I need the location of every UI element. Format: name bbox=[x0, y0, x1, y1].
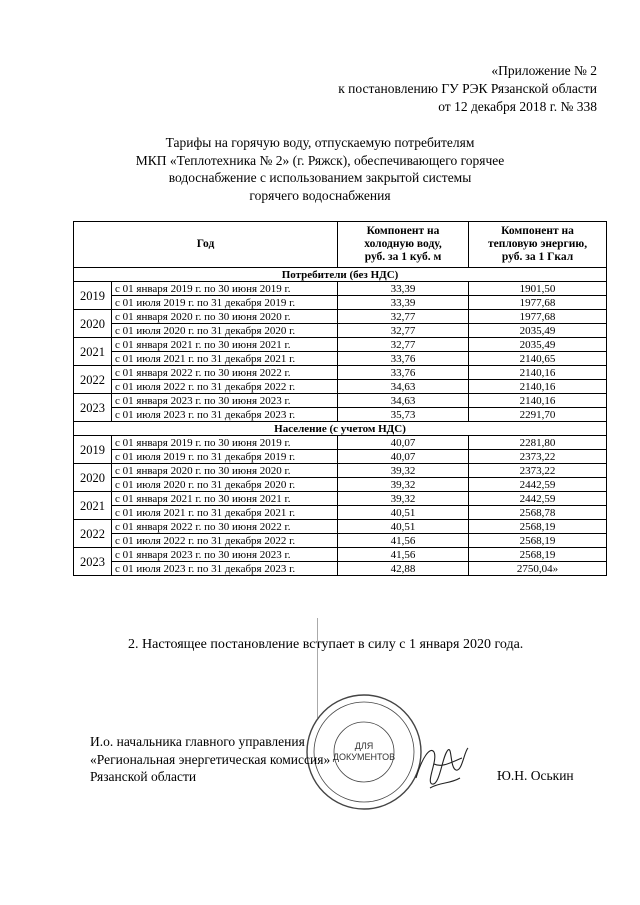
cold-water-value: 39,32 bbox=[338, 478, 469, 492]
heat-value: 2035,49 bbox=[469, 338, 607, 352]
cold-water-value: 34,63 bbox=[338, 380, 469, 394]
heat-value: 1901,50 bbox=[469, 282, 607, 296]
heat-value: 2140,65 bbox=[469, 352, 607, 366]
table-row bbox=[74, 506, 607, 520]
cold-water-value: 41,56 bbox=[338, 534, 469, 548]
table-header-row bbox=[74, 222, 607, 268]
heat-value: 2442,59 bbox=[469, 492, 607, 506]
table-row bbox=[74, 534, 607, 548]
period-cell: с 01 января 2022 г. по 30 июня 2022 г. bbox=[112, 520, 338, 534]
year-cell: 2023 bbox=[74, 548, 112, 576]
cold-water-value: 40,07 bbox=[338, 450, 469, 464]
table-row bbox=[74, 394, 607, 408]
appendix-header bbox=[267, 62, 597, 116]
appendix-line-1: «Приложение № 2 bbox=[491, 63, 597, 78]
table-row bbox=[74, 338, 607, 352]
period-cell: с 01 января 2023 г. по 30 июня 2023 г. bbox=[112, 394, 338, 408]
period-cell: с 01 июля 2019 г. по 31 декабря 2019 г. bbox=[112, 450, 338, 464]
table-row bbox=[74, 296, 607, 310]
period-cell: с 01 июля 2020 г. по 31 декабря 2020 г. bbox=[112, 478, 338, 492]
header-cold-water-line-3: руб. за 1 куб. м bbox=[364, 251, 442, 263]
table-row bbox=[74, 464, 607, 478]
table-row bbox=[74, 548, 607, 562]
table-row bbox=[74, 408, 607, 422]
table-row bbox=[74, 366, 607, 380]
cold-water-value: 34,63 bbox=[338, 394, 469, 408]
header-cold-water-line-2: холодную воду, bbox=[364, 238, 442, 250]
signature-line-3: Рязанской области bbox=[90, 769, 197, 784]
table-row bbox=[74, 352, 607, 366]
table-row bbox=[74, 478, 607, 492]
header-cold-water bbox=[338, 222, 469, 268]
year-cell: 2023 bbox=[74, 394, 112, 422]
year-cell: 2021 bbox=[74, 338, 112, 366]
cold-water-value: 40,51 bbox=[338, 520, 469, 534]
tariff-table bbox=[73, 221, 607, 576]
cold-water-value: 32,77 bbox=[338, 338, 469, 352]
year-cell: 2022 bbox=[74, 366, 112, 394]
table-row bbox=[74, 492, 607, 506]
heat-value: 2373,22 bbox=[469, 450, 607, 464]
year-cell: 2022 bbox=[74, 520, 112, 548]
heat-value: 2140,16 bbox=[469, 380, 607, 394]
period-cell: с 01 января 2019 г. по 30 июня 2019 г. bbox=[112, 436, 338, 450]
header-cold-water-line-1: Компонент на bbox=[366, 225, 440, 237]
signer-name: Ю.Н. Оськин bbox=[497, 768, 574, 783]
cold-water-value: 39,32 bbox=[338, 492, 469, 506]
table-row bbox=[74, 436, 607, 450]
year-cell: 2020 bbox=[74, 310, 112, 338]
title-line-2: МКП «Теплотехника № 2» (г. Ряжск), обеспечивающего горячее bbox=[135, 152, 505, 168]
document-title bbox=[80, 134, 560, 204]
heat-value: 2568,19 bbox=[469, 534, 607, 548]
heat-value: 2442,59 bbox=[469, 478, 607, 492]
table-row bbox=[74, 380, 607, 394]
table-row bbox=[74, 310, 607, 324]
heat-value: 1977,68 bbox=[469, 310, 607, 324]
cold-water-value: 40,51 bbox=[338, 506, 469, 520]
heat-value: 2291,70 bbox=[469, 408, 607, 422]
cold-water-value: 40,07 bbox=[338, 436, 469, 450]
period-cell: с 01 июля 2023 г. по 31 декабря 2023 г. bbox=[112, 562, 338, 576]
signature-line-1: И.о. начальника главного управления bbox=[90, 734, 305, 749]
table-row bbox=[74, 520, 607, 534]
heat-value: 2568,19 bbox=[469, 520, 607, 534]
cold-water-value: 32,77 bbox=[338, 324, 469, 338]
title-line-1: Тарифы на горячую воду, отпускаемую потребителям bbox=[165, 135, 475, 150]
title-line-3: водоснабжение с использованием закрытой системы bbox=[168, 170, 472, 185]
title-line-4: горячего водоснабжения bbox=[249, 187, 391, 203]
appendix-line-2: к постановлению ГУ РЭК Рязанской области bbox=[338, 81, 597, 96]
signature-line-2: «Региональная энергетическая комиссия» bbox=[90, 751, 331, 767]
cold-water-value: 35,73 bbox=[338, 408, 469, 422]
effective-clause: 2. Настоящее постановление вступает в силу с 1 января 2020 года. bbox=[128, 637, 524, 652]
section-row-consumers bbox=[74, 268, 607, 282]
header-heat bbox=[469, 222, 607, 268]
period-cell: с 01 июля 2021 г. по 31 декабря 2021 г. bbox=[112, 506, 338, 520]
period-cell: с 01 июля 2023 г. по 31 декабря 2023 г. bbox=[112, 408, 338, 422]
appendix-line-3: от 12 декабря 2018 г. № 338 bbox=[438, 99, 597, 114]
section-label: Население (с учетом НДС) bbox=[74, 422, 607, 436]
table-row bbox=[74, 324, 607, 338]
section-label: Потребители (без НДС) bbox=[74, 268, 607, 282]
heat-value: 2373,22 bbox=[469, 464, 607, 478]
heat-value: 2035,49 bbox=[469, 324, 607, 338]
cold-water-value: 33,76 bbox=[338, 366, 469, 380]
cold-water-value: 41,56 bbox=[338, 548, 469, 562]
table-row bbox=[74, 562, 607, 576]
heat-value: 2140,16 bbox=[469, 366, 607, 380]
cold-water-value: 39,32 bbox=[338, 464, 469, 478]
period-cell: с 01 июля 2019 г. по 31 декабря 2019 г. bbox=[112, 296, 338, 310]
period-cell: с 01 января 2019 г. по 30 июня 2019 г. bbox=[112, 282, 338, 296]
table-row bbox=[74, 282, 607, 296]
section-row-population bbox=[74, 422, 607, 436]
period-cell: с 01 июля 2022 г. по 31 декабря 2022 г. bbox=[112, 534, 338, 548]
header-heat-line-1: Компонент на bbox=[501, 225, 574, 237]
header-heat-line-2: тепловую энергию, bbox=[487, 238, 588, 250]
year-cell: 2019 bbox=[74, 436, 112, 464]
period-cell: с 01 января 2021 г. по 30 июня 2021 г. bbox=[112, 338, 338, 352]
period-cell: с 01 января 2021 г. по 30 июня 2021 г. bbox=[112, 492, 338, 506]
period-cell: с 01 января 2022 г. по 30 июня 2022 г. bbox=[112, 366, 338, 380]
cold-water-value: 32,77 bbox=[338, 310, 469, 324]
stamp-text-line-2: ДОКУМЕНТОВ bbox=[332, 752, 396, 762]
heat-value: 1977,68 bbox=[469, 296, 607, 310]
heat-value: 2281,80 bbox=[469, 436, 607, 450]
header-year: Год bbox=[74, 222, 338, 268]
table-row bbox=[74, 450, 607, 464]
period-cell: с 01 июля 2021 г. по 31 декабря 2021 г. bbox=[112, 352, 338, 366]
year-cell: 2020 bbox=[74, 464, 112, 492]
period-cell: с 01 января 2020 г. по 30 июня 2020 г. bbox=[112, 464, 338, 478]
heat-value: 2568,19 bbox=[469, 548, 607, 562]
period-cell: с 01 июля 2020 г. по 31 декабря 2020 г. bbox=[112, 324, 338, 338]
cold-water-value: 42,88 bbox=[338, 562, 469, 576]
period-cell: с 01 января 2023 г. по 30 июня 2023 г. bbox=[112, 548, 338, 562]
cold-water-value: 33,76 bbox=[338, 352, 469, 366]
signature-block bbox=[90, 733, 330, 786]
cold-water-value: 33,39 bbox=[338, 282, 469, 296]
cold-water-value: 33,39 bbox=[338, 296, 469, 310]
header-heat-line-3: руб. за 1 Гкал bbox=[501, 251, 574, 263]
period-cell: с 01 июля 2022 г. по 31 декабря 2022 г. bbox=[112, 380, 338, 394]
period-cell: с 01 января 2020 г. по 30 июня 2020 г. bbox=[112, 310, 338, 324]
heat-value: 2750,04» bbox=[469, 562, 607, 576]
year-cell: 2019 bbox=[74, 282, 112, 310]
stamp-text-line-1: ДЛЯ bbox=[354, 741, 374, 751]
heat-value: 2140,16 bbox=[469, 394, 607, 408]
year-cell: 2021 bbox=[74, 492, 112, 520]
heat-value: 2568,78 bbox=[469, 506, 607, 520]
handwritten-signature-icon bbox=[412, 738, 472, 794]
